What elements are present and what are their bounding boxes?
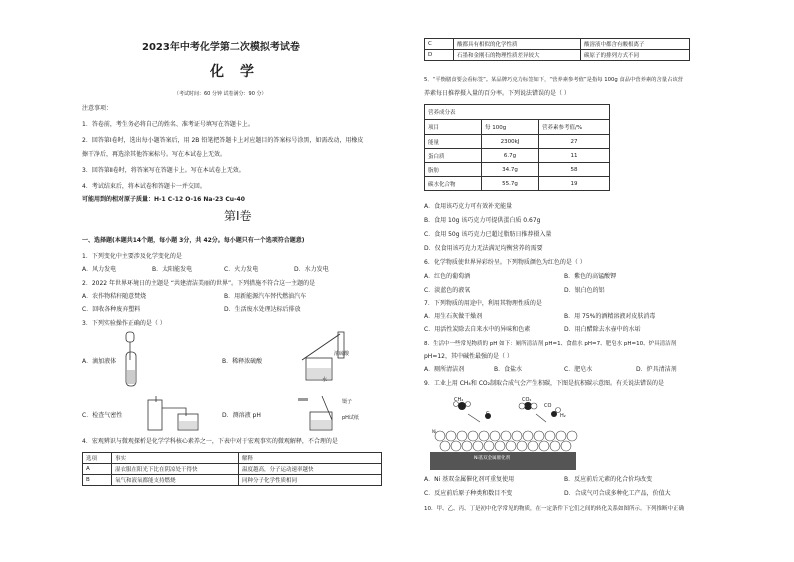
table-row xyxy=(425,39,690,50)
volume-heading: 第Ⅰ卷 xyxy=(224,209,252,223)
atomic-mass: 可能用到的相对原子质量：H-1 C-12 O-16 Na-23 Cu-40 xyxy=(82,196,245,203)
table-row xyxy=(425,163,610,177)
table-row xyxy=(425,50,690,61)
dropper-figure xyxy=(112,330,162,388)
q3-option-b: B．稀释浓硫酸 xyxy=(222,358,263,365)
nutrition-table xyxy=(424,104,610,191)
label-conc-acid: 浓硫酸 xyxy=(334,351,350,357)
nutrition-title-row xyxy=(425,105,610,120)
q6-stem: 6．化学物质使世界异彩纷呈。下列物质颜色为红色的是（ ） xyxy=(424,259,586,266)
q4-stem: 4．宏观辨识与微观探析是化学学科核心素养之一，下表中对于宏观事实的微观解释，不合理的是 xyxy=(82,438,338,445)
q9-stem: 9．工业上用 CH₄和 CO₂制取合成气会产生积碳，下图是抗积碳示意图。有关说法错误的是 xyxy=(424,380,665,387)
q2-stem: 2．2022 年世界环境日的主题是 “共建清洁美丽的世界”。下列措施不符合这一主题的是 xyxy=(82,280,316,287)
airtightness-figure xyxy=(142,394,212,434)
nutrition-header-reference: 营养素参考值/% xyxy=(539,120,610,135)
q9-option-a: A．Ni 基双金属催化剂可重复使用 xyxy=(424,476,515,483)
q8-option-a: A．厕所清洁剂 xyxy=(424,366,465,373)
label-ni: Ni xyxy=(432,429,437,434)
q1-option-a: A．风力发电 xyxy=(82,266,117,273)
q6-option-a: A．红色的葡萄酒 xyxy=(424,273,471,280)
q9-option-c: C．反应前后原子种类和数目不变 xyxy=(424,490,513,497)
label-ch4: CH₄ xyxy=(454,397,464,403)
q8-stem-line-2: pH=12，其中碱性最强的是（ ） xyxy=(424,353,513,360)
nutrition-cell: 能量 xyxy=(425,135,482,149)
q4-cell: 湿衣服在阳光下比在阴凉处干得快 xyxy=(112,464,239,475)
q5-option-d: D．仅食用该巧克力无法满足均衡营养的需要 xyxy=(424,245,543,252)
label-tweezers: 镊子 xyxy=(342,399,353,405)
q5-option-a: A．食用该巧克力可有效补充能量 xyxy=(424,203,513,210)
exam-title: 2023年中考化学第二次模拟考试卷 xyxy=(142,42,300,53)
q2-option-d: D．生活废水处理达标后排放 xyxy=(224,306,301,313)
q1-stem: 1．下列变化中主要涉及化学变化的是 xyxy=(82,253,182,260)
q5-stem-line-2: 养素每日推荐摄入量的百分率。下列说法错误的是（ ） xyxy=(424,90,570,97)
nutrition-cell: 碳水化合物 xyxy=(425,177,482,191)
q2-option-b: B．用新能源汽车替代燃油汽车 xyxy=(224,293,307,300)
q6-option-d: D．银白色的铝 xyxy=(564,287,605,294)
q4-cell: 温度越高，分子运动速率越快 xyxy=(239,464,382,475)
q5-option-b: B．食用 10g 该巧克力可提供蛋白质 0.67g xyxy=(424,217,541,224)
note-4: 4．考试结束后，将本试卷和答题卡一并交回。 xyxy=(82,183,206,190)
notes-heading: 注意事项： xyxy=(82,105,113,112)
q2-option-c: C．回收各种废弃塑料 xyxy=(82,306,141,313)
q6-option-c: C．淡蓝色的液氧 xyxy=(424,287,471,294)
q2-option-a: A．农作物秸秆随意焚烧 xyxy=(82,293,147,300)
q6-option-b: B．紫色的高锰酸钾 xyxy=(564,273,617,280)
table-row xyxy=(425,149,610,163)
nutrition-cell: 蛋白质 xyxy=(425,149,482,163)
nutrition-cell: 脂肪 xyxy=(425,163,482,177)
nutrition-cell: 11 xyxy=(539,149,610,163)
subject-title: 化学 xyxy=(210,64,270,80)
q4-cell: B xyxy=(83,475,112,486)
q7-option-c: C．用活性炭除去自来水中的异味和色素 xyxy=(424,326,531,333)
q3-option-c: C．检查气密性 xyxy=(82,412,123,419)
q4-header-fact: 事实 xyxy=(112,453,239,464)
q5-option-c: C．食用 50g 该巧克力已超过脂肪日推荐摄入量 xyxy=(424,231,552,238)
nutrition-cell: 27 xyxy=(539,135,610,149)
q5-stem-line-1: 5．“平衡膳食要会看标签”。某品牌巧克力标签如下，“营养素参考值”是指每 100g 食品中营养素的含量占该营 xyxy=(424,77,683,83)
q8-stem-line-1: 8．生活中一些常见物质的 pH 如下：厕所清洁剂 pH=1、食盐水 pH=7、肥皂水 pH=10、炉具清洁剂 xyxy=(424,341,677,347)
q4-cell: 碳原子的排列方式不同 xyxy=(581,50,690,61)
q4-table xyxy=(82,452,382,486)
label-co: CO xyxy=(544,403,552,409)
note-2: 2．回答第Ⅰ卷时，选出每小题答案后，用 2B 铅笔把答题卡上对应题目的答案标号涂黑，如需改动，用橡皮 xyxy=(82,137,364,144)
label-ph-paper: pH试纸 xyxy=(342,415,359,421)
label-catalyst: Ni基双金属催化剂 xyxy=(474,456,511,461)
q3-stem: 3．下列实验操作正确的是（ ） xyxy=(82,320,166,327)
q8-option-b: B．食盐水 xyxy=(494,366,523,373)
q4-cell: D xyxy=(425,50,454,61)
q8-option-d: D．炉具清洁剂 xyxy=(636,366,677,373)
q7-option-d: D．用白醋除去水壶中的水垢 xyxy=(564,326,641,333)
label-co2: CO₂ xyxy=(522,397,532,403)
note-3: 3．回答第Ⅱ卷时，将答案写在答题卡上。写在本试卷上无效。 xyxy=(82,167,245,174)
q3-option-a: A．滴加液体 xyxy=(82,358,117,365)
table-row xyxy=(83,475,382,486)
q4-cell: A xyxy=(83,464,112,475)
q4-cell: 酸溶液中都含有酸根离子 xyxy=(581,39,690,50)
q7-stem: 7．下列物质的用途中，利用其物理性质的是 xyxy=(424,300,542,307)
q4-cell: 氧气和液氧都能支持燃烧 xyxy=(112,475,239,486)
section-heading: 一、选择题(本题共14个题，每小题 3分，共 42分。每小题只有一个选项符合题意) xyxy=(82,237,305,244)
nutrition-title: 营养成分表 xyxy=(425,105,610,120)
exam-meta: （考试时间：60 分钟 试卷满分：90 分） xyxy=(174,91,267,97)
q1-option-d: D．水力发电 xyxy=(294,266,329,273)
q4-cell: C xyxy=(425,39,454,50)
nutrition-cell: 55.7g xyxy=(482,177,539,191)
q3-option-d: D．测溶液 pH xyxy=(222,412,261,419)
nutrition-cell: 58 xyxy=(539,163,610,177)
q4-cell: 同种分子化学性质相同 xyxy=(239,475,382,486)
note-1: 1．答卷前，考生务必将自己的姓名、准考证号填写在答题卡上。 xyxy=(82,121,254,128)
nutrition-cell: 19 xyxy=(539,177,610,191)
q8-option-c: C．肥皂水 xyxy=(564,366,593,373)
table-row xyxy=(83,464,382,475)
table-row xyxy=(425,177,610,191)
nutrition-cell: 2300kJ xyxy=(482,135,539,149)
q1-option-c: C．火力发电 xyxy=(224,266,259,273)
table-row xyxy=(425,135,610,149)
q4-table-continued xyxy=(424,38,690,61)
q9-option-b: B．反应前后元素的化合价均改变 xyxy=(564,476,653,483)
label-c: C xyxy=(486,411,490,417)
q4-table-header xyxy=(83,453,382,464)
q4-cell: 石墨和金刚石的物理性质差异较大 xyxy=(454,50,581,61)
nutrition-cell: 34.7g xyxy=(482,163,539,177)
label-water: 水 xyxy=(322,377,328,383)
nutrition-header-item: 项目 xyxy=(425,120,482,135)
q4-header-option: 选项 xyxy=(83,453,112,464)
q4-cell: 酸都具有相似的化学性质 xyxy=(454,39,581,50)
q7-option-a: A．用生石灰做干燥剂 xyxy=(424,313,483,320)
q1-option-b: B．太阳能发电 xyxy=(152,266,193,273)
nutrition-cell: 6.7g xyxy=(482,149,539,163)
nutrition-header-row xyxy=(425,120,610,135)
note-2-cont: 擦干净后，再选涂其他答案标号。写在本试卷上无效。 xyxy=(82,151,227,158)
column-divider xyxy=(414,30,415,530)
nutrition-header-per100g: 每 100g xyxy=(482,120,539,135)
q4-header-explanation: 解释 xyxy=(239,453,382,464)
q10-stem: 10．甲、乙、丙、丁是初中化学常见的物质，在一定条件下它们之间的转化关系如图所示。下列推断中正确 xyxy=(424,506,685,512)
q7-option-b: B．用 75%的酒精溶液对皮肤消毒 xyxy=(564,313,656,320)
q9-option-d: D．合成气可合成多种化工产品，价值大 xyxy=(564,490,671,497)
label-h2: H₂ xyxy=(560,413,566,419)
